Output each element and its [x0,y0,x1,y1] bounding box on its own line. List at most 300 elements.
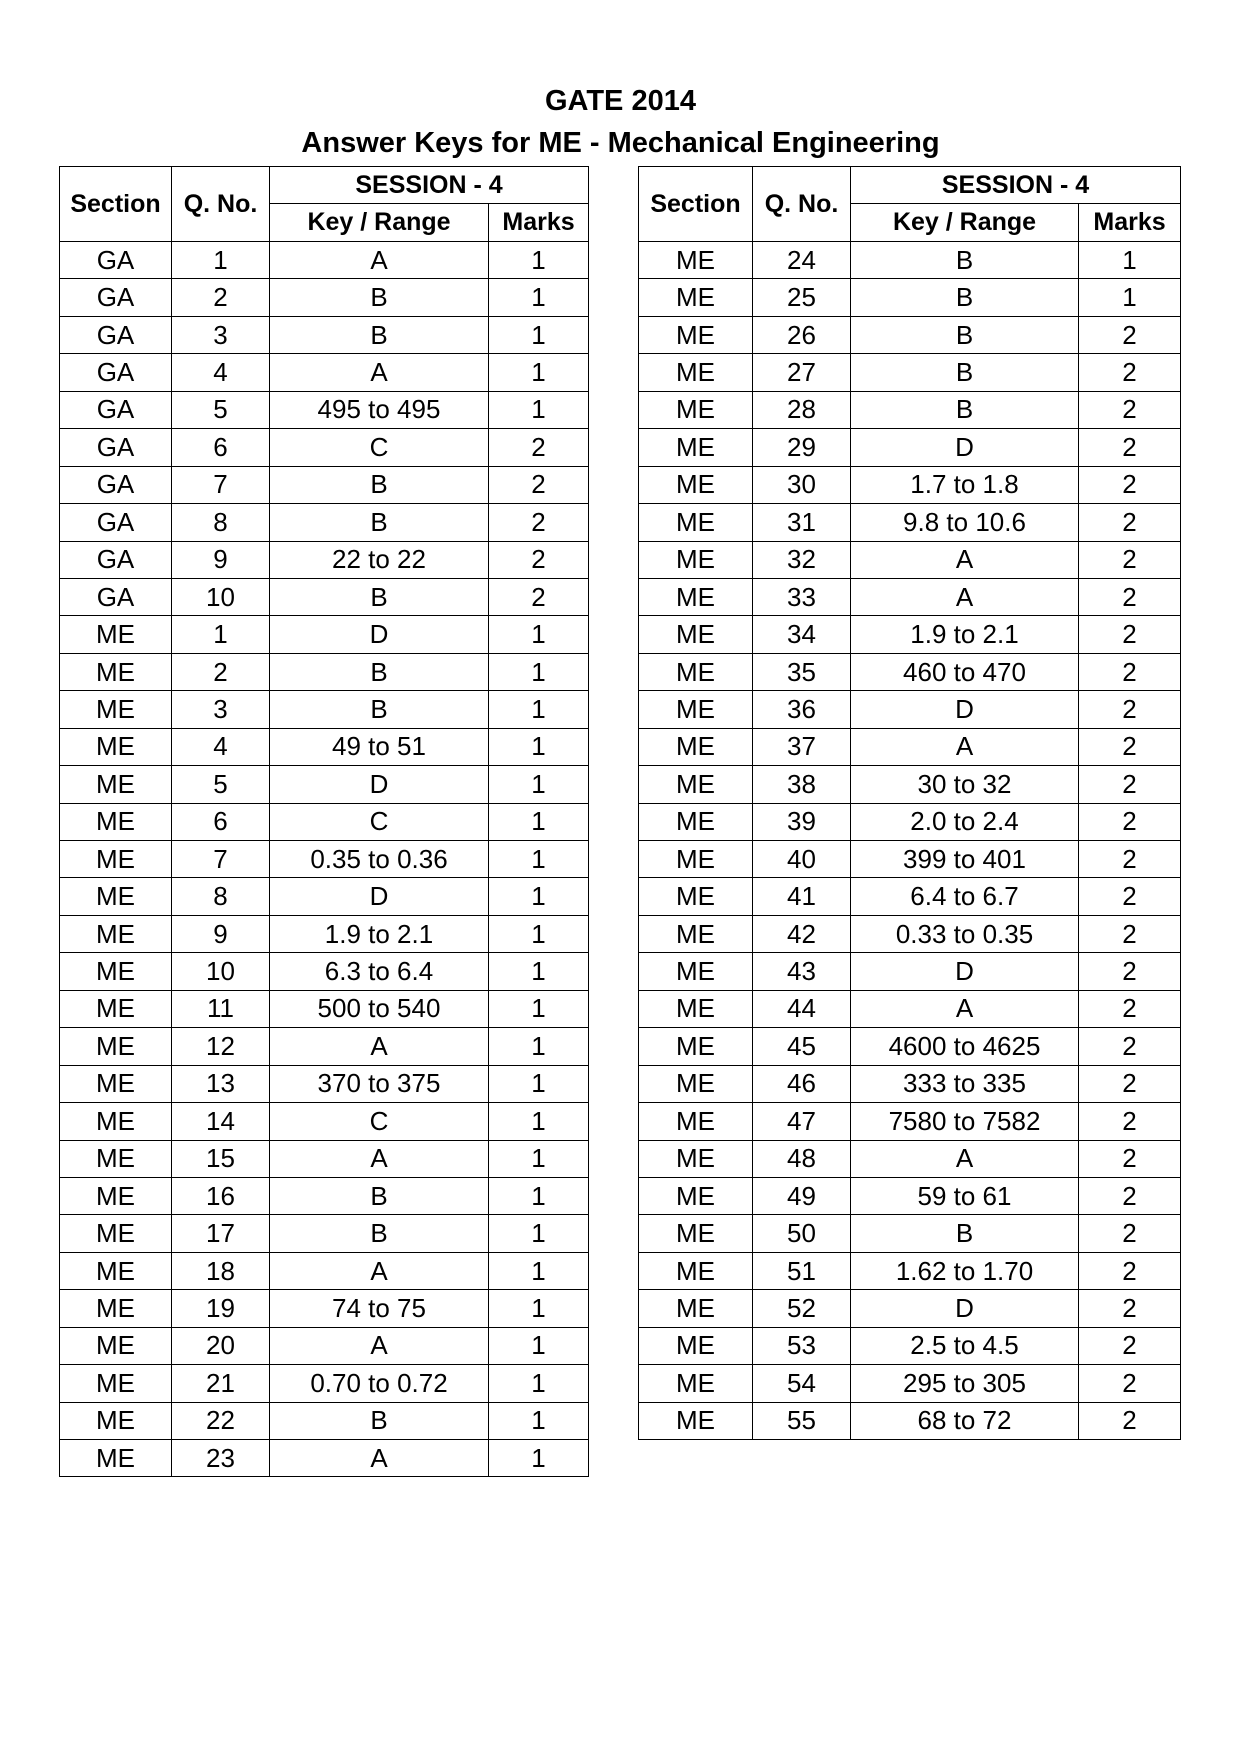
table-row [60,990,589,1027]
cell-qno: 47 [753,1103,851,1140]
cell-marks: 2 [1079,953,1181,990]
table-row [639,541,1181,578]
cell-qno: 54 [753,1365,851,1402]
cell-qno: 15 [172,1140,270,1177]
cell-qno: 55 [753,1402,851,1439]
cell-qno: 32 [753,541,851,578]
cell-key: 49 to 51 [270,728,489,765]
table-row [60,1177,589,1214]
cell-qno: 33 [753,578,851,615]
cell-qno: 24 [753,242,851,279]
cell-marks: 1 [489,1252,589,1289]
cell-qno: 3 [172,691,270,728]
cell-marks: 2 [1079,1327,1181,1364]
cell-marks: 1 [489,691,589,728]
answer-key-table-left [59,166,589,1477]
table-row [60,429,589,466]
cell-qno: 44 [753,990,851,1027]
cell-marks: 1 [489,1065,589,1102]
cell-qno: 14 [172,1103,270,1140]
cell-key: B [270,578,489,615]
cell-section: ME [60,1215,172,1252]
cell-marks: 1 [489,841,589,878]
cell-key: B [851,242,1079,279]
table-row [60,354,589,391]
cell-marks: 2 [1079,878,1181,915]
cell-key: 333 to 335 [851,1065,1079,1102]
cell-section: ME [639,391,753,428]
cell-section: ME [60,878,172,915]
cell-key: A [270,1440,489,1477]
cell-section: ME [639,429,753,466]
cell-marks: 2 [1079,1365,1181,1402]
cell-section: ME [60,990,172,1027]
cell-qno: 49 [753,1177,851,1214]
table-row [60,1103,589,1140]
cell-key: A [851,578,1079,615]
cell-key: D [270,878,489,915]
cell-section: ME [639,878,753,915]
cell-qno: 50 [753,1215,851,1252]
table-row [60,578,589,615]
cell-section: ME [639,1028,753,1065]
cell-marks: 2 [1079,1065,1181,1102]
table-row [60,1327,589,1364]
cell-section: ME [639,1065,753,1102]
cell-qno: 38 [753,766,851,803]
cell-section: ME [639,354,753,391]
cell-qno: 41 [753,878,851,915]
column-header-session: SESSION - 4 [851,167,1181,204]
cell-marks: 1 [489,728,589,765]
cell-qno: 11 [172,990,270,1027]
cell-marks: 2 [1079,466,1181,503]
cell-key: C [270,1103,489,1140]
cell-qno: 51 [753,1252,851,1289]
table-row [639,803,1181,840]
cell-qno: 6 [172,429,270,466]
cell-section: ME [639,279,753,316]
cell-key: 68 to 72 [851,1402,1079,1439]
table-row [60,1252,589,1289]
cell-key: B [851,354,1079,391]
table-row [60,653,589,690]
table-row [639,653,1181,690]
cell-marks: 1 [1079,242,1181,279]
cell-marks: 1 [489,1177,589,1214]
cell-key: 9.8 to 10.6 [851,504,1079,541]
cell-marks: 1 [489,766,589,803]
cell-key: 495 to 495 [270,391,489,428]
table-row [639,391,1181,428]
cell-section: ME [639,242,753,279]
cell-key: 6.4 to 6.7 [851,878,1079,915]
cell-section: ME [639,915,753,952]
cell-qno: 3 [172,316,270,353]
table-row [60,1028,589,1065]
cell-marks: 1 [489,1028,589,1065]
cell-section: ME [639,316,753,353]
table-row [639,1402,1181,1439]
cell-marks: 2 [1079,990,1181,1027]
table-row [639,279,1181,316]
cell-key: 2.0 to 2.4 [851,803,1079,840]
column-header-section: Section [639,167,753,242]
cell-marks: 1 [489,279,589,316]
table-row [60,279,589,316]
cell-marks: 2 [489,541,589,578]
cell-key: 500 to 540 [270,990,489,1027]
cell-marks: 2 [1079,1215,1181,1252]
cell-marks: 2 [1079,391,1181,428]
cell-key: B [270,504,489,541]
cell-key: A [270,1252,489,1289]
table-row [639,1177,1181,1214]
cell-qno: 42 [753,915,851,952]
cell-marks: 1 [489,1327,589,1364]
table-row [639,1327,1181,1364]
table-row [60,1140,589,1177]
table-row [639,316,1181,353]
cell-qno: 9 [172,541,270,578]
table-row [639,1290,1181,1327]
cell-key: 0.33 to 0.35 [851,915,1079,952]
table-row [639,242,1181,279]
table-row [60,691,589,728]
cell-marks: 1 [489,391,589,428]
cell-key: B [270,1177,489,1214]
cell-qno: 46 [753,1065,851,1102]
cell-qno: 13 [172,1065,270,1102]
cell-key: 0.35 to 0.36 [270,841,489,878]
cell-key: D [851,1290,1079,1327]
table-row [60,1440,589,1477]
cell-section: ME [639,1140,753,1177]
table-row [639,504,1181,541]
cell-marks: 1 [489,1365,589,1402]
table-row [60,466,589,503]
cell-key: 6.3 to 6.4 [270,953,489,990]
cell-section: ME [639,1327,753,1364]
table-row [639,1215,1181,1252]
cell-marks: 1 [489,653,589,690]
column-header-marks: Marks [489,204,589,242]
cell-section: GA [60,279,172,316]
cell-key: B [270,653,489,690]
cell-qno: 19 [172,1290,270,1327]
cell-marks: 2 [1079,354,1181,391]
cell-qno: 37 [753,728,851,765]
cell-key: B [851,391,1079,428]
cell-section: GA [60,504,172,541]
cell-qno: 16 [172,1177,270,1214]
cell-marks: 1 [489,1215,589,1252]
table-row [60,1290,589,1327]
cell-section: ME [60,915,172,952]
table-row [639,728,1181,765]
table-row [60,1402,589,1439]
cell-marks: 2 [1079,1252,1181,1289]
cell-marks: 2 [1079,541,1181,578]
cell-qno: 25 [753,279,851,316]
table-row [60,1215,589,1252]
table-row [60,1365,589,1402]
cell-section: ME [639,691,753,728]
cell-section: ME [639,953,753,990]
cell-section: ME [639,541,753,578]
cell-marks: 2 [1079,1140,1181,1177]
cell-key: B [851,1215,1079,1252]
cell-marks: 2 [489,578,589,615]
cell-section: ME [639,728,753,765]
cell-qno: 31 [753,504,851,541]
cell-marks: 2 [1079,915,1181,952]
table-row [60,391,589,428]
cell-key: 2.5 to 4.5 [851,1327,1079,1364]
table-row [60,541,589,578]
cell-marks: 2 [489,466,589,503]
cell-qno: 5 [172,766,270,803]
cell-marks: 2 [1079,1177,1181,1214]
column-header-key: Key / Range [851,204,1079,242]
cell-section: ME [60,691,172,728]
cell-section: GA [60,429,172,466]
cell-section: ME [639,803,753,840]
cell-marks: 1 [489,1402,589,1439]
cell-qno: 4 [172,728,270,765]
table-row [639,616,1181,653]
table-row [639,1140,1181,1177]
cell-qno: 9 [172,915,270,952]
cell-key: A [270,1028,489,1065]
cell-qno: 34 [753,616,851,653]
table-row [60,728,589,765]
cell-section: GA [60,354,172,391]
cell-section: ME [60,616,172,653]
cell-qno: 2 [172,653,270,690]
table-row [639,466,1181,503]
cell-section: ME [60,728,172,765]
cell-section: ME [60,1290,172,1327]
cell-section: ME [639,990,753,1027]
cell-key: 74 to 75 [270,1290,489,1327]
cell-qno: 30 [753,466,851,503]
cell-qno: 10 [172,578,270,615]
cell-marks: 2 [1079,691,1181,728]
cell-section: ME [639,1177,753,1214]
cell-section: GA [60,242,172,279]
column-header-session: SESSION - 4 [270,167,589,204]
table-body-right [639,242,1181,1440]
cell-qno: 6 [172,803,270,840]
cell-section: ME [639,653,753,690]
cell-key: 59 to 61 [851,1177,1079,1214]
cell-section: ME [60,1065,172,1102]
cell-section: ME [60,1440,172,1477]
cell-key: 4600 to 4625 [851,1028,1079,1065]
cell-marks: 1 [489,878,589,915]
cell-qno: 23 [172,1440,270,1477]
cell-marks: 1 [489,1140,589,1177]
cell-section: ME [60,1327,172,1364]
cell-qno: 22 [172,1402,270,1439]
cell-key: 460 to 470 [851,653,1079,690]
cell-marks: 2 [1079,803,1181,840]
cell-marks: 2 [1079,429,1181,466]
table-row [60,766,589,803]
table-row [60,616,589,653]
cell-key: 0.70 to 0.72 [270,1365,489,1402]
column-header-qno: Q. No. [172,167,270,242]
cell-marks: 2 [1079,504,1181,541]
table-row [60,1065,589,1102]
cell-key: A [270,242,489,279]
cell-qno: 27 [753,354,851,391]
table-row [60,504,589,541]
cell-qno: 53 [753,1327,851,1364]
cell-marks: 1 [489,242,589,279]
table-row [639,766,1181,803]
cell-key: D [851,691,1079,728]
cell-qno: 36 [753,691,851,728]
cell-qno: 28 [753,391,851,428]
cell-qno: 39 [753,803,851,840]
cell-marks: 1 [489,354,589,391]
page-subtitle: Answer Keys for ME - Mechanical Engineering [301,127,940,159]
cell-key: B [270,691,489,728]
cell-marks: 1 [489,1440,589,1477]
cell-key: 1.9 to 2.1 [270,915,489,952]
cell-section: ME [639,766,753,803]
cell-section: ME [639,841,753,878]
cell-section: ME [60,1140,172,1177]
table-row [60,915,589,952]
cell-key: A [851,1140,1079,1177]
cell-marks: 1 [489,1290,589,1327]
cell-qno: 1 [172,242,270,279]
table-row [60,953,589,990]
cell-section: ME [60,1103,172,1140]
table-row [639,354,1181,391]
cell-key: D [851,429,1079,466]
cell-marks: 1 [489,616,589,653]
cell-marks: 1 [489,990,589,1027]
cell-section: ME [60,1402,172,1439]
cell-marks: 2 [1079,1028,1181,1065]
cell-key: D [270,766,489,803]
cell-section: GA [60,391,172,428]
answer-key-table-right [638,166,1181,1440]
cell-section: GA [60,316,172,353]
cell-section: ME [60,1177,172,1214]
cell-qno: 45 [753,1028,851,1065]
cell-qno: 7 [172,841,270,878]
cell-qno: 8 [172,504,270,541]
cell-section: ME [60,953,172,990]
table-row [639,578,1181,615]
table-row [60,242,589,279]
cell-qno: 2 [172,279,270,316]
cell-qno: 8 [172,878,270,915]
cell-qno: 21 [172,1365,270,1402]
cell-marks: 2 [1079,1402,1181,1439]
cell-section: GA [60,541,172,578]
cell-section: GA [60,578,172,615]
cell-key: B [270,1402,489,1439]
cell-qno: 10 [172,953,270,990]
cell-section: ME [60,1028,172,1065]
cell-marks: 2 [1079,841,1181,878]
cell-section: ME [639,578,753,615]
table-row [639,841,1181,878]
cell-key: 30 to 32 [851,766,1079,803]
cell-section: ME [639,1252,753,1289]
cell-qno: 52 [753,1290,851,1327]
cell-marks: 2 [1079,578,1181,615]
cell-key: 7580 to 7582 [851,1103,1079,1140]
cell-section: ME [60,841,172,878]
cell-key: 399 to 401 [851,841,1079,878]
table-row [639,1365,1181,1402]
cell-qno: 40 [753,841,851,878]
table-row [639,915,1181,952]
cell-key: 1.9 to 2.1 [851,616,1079,653]
column-header-marks: Marks [1079,204,1181,242]
table-row [639,1065,1181,1102]
cell-key: C [270,803,489,840]
cell-section: ME [639,466,753,503]
cell-marks: 2 [489,504,589,541]
cell-section: ME [60,1252,172,1289]
cell-key: C [270,429,489,466]
cell-marks: 1 [489,316,589,353]
table-row [639,1103,1181,1140]
table-row [639,691,1181,728]
cell-marks: 2 [1079,316,1181,353]
table-row [639,878,1181,915]
cell-section: GA [60,466,172,503]
cell-section: ME [639,1402,753,1439]
cell-marks: 2 [1079,728,1181,765]
cell-key: 1.62 to 1.70 [851,1252,1079,1289]
table-row [639,429,1181,466]
cell-section: ME [60,766,172,803]
column-header-section: Section [60,167,172,242]
cell-marks: 1 [1079,279,1181,316]
cell-section: ME [60,1365,172,1402]
cell-key: 22 to 22 [270,541,489,578]
column-header-key: Key / Range [270,204,489,242]
cell-marks: 1 [489,915,589,952]
cell-key: D [851,953,1079,990]
cell-key: 370 to 375 [270,1065,489,1102]
table-body-left [60,242,589,1477]
cell-marks: 2 [1079,766,1181,803]
cell-section: ME [639,1365,753,1402]
cell-marks: 2 [489,429,589,466]
cell-key: A [851,541,1079,578]
cell-section: ME [639,1290,753,1327]
cell-key: A [270,1327,489,1364]
cell-key: A [270,354,489,391]
table-row [639,953,1181,990]
cell-qno: 29 [753,429,851,466]
cell-qno: 4 [172,354,270,391]
cell-section: ME [639,616,753,653]
cell-marks: 1 [489,1103,589,1140]
cell-qno: 17 [172,1215,270,1252]
column-header-qno: Q. No. [753,167,851,242]
